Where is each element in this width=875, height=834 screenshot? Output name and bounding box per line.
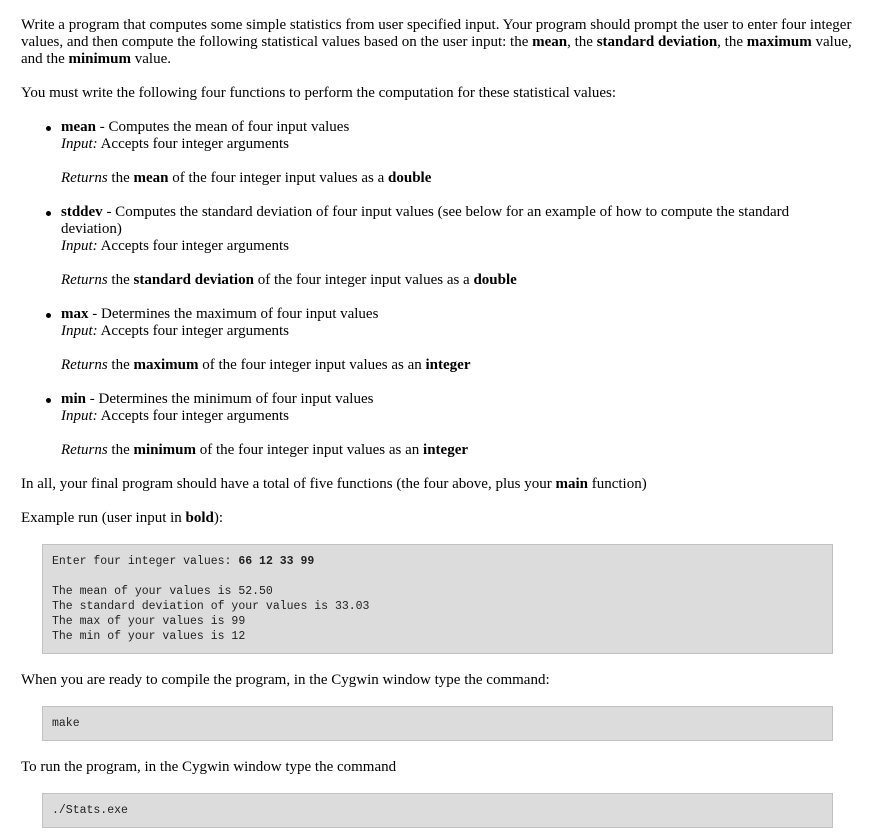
functions-lead: You must write the following four functions to perform the computation for these statistical values: xyxy=(21,85,617,101)
output-line-max: The max of your values is 99 xyxy=(52,615,246,628)
compile-instructions: When you are ready to compile the program, in the Cygwin window type the command: xyxy=(21,672,550,688)
output-line-min: The min of your values is 12 xyxy=(52,630,246,643)
run-instructions: To run the program, in the Cygwin window type the command xyxy=(21,759,397,775)
function-list xyxy=(21,119,853,459)
list-item-mean: mean - Computes the mean of four input values Input: Accepts four integer arguments Returns the mean of the four integer input values as a double xyxy=(61,119,853,187)
summary-paragraph: In all, your final program should have a total of five functions (the four above, plus your main function) xyxy=(21,476,647,492)
list-item-max: max - Determines the maximum of four input values Input: Accepts four integer arguments Returns the maximum of the four integer input values as an integer xyxy=(61,306,853,374)
example-run-label: Example run (user input in bold): xyxy=(21,510,224,526)
prompt-line: Enter four integer values: xyxy=(52,555,239,568)
compile-command: make xyxy=(52,717,80,730)
intro-paragraph: Write a program that computes some simple statistics from user specified input. Your program should prompt the user to enter four integer values, and then compute the following statistical values based on the user input: the mean, the standard deviation, the maximum value, and the minimum value. xyxy=(21,17,852,67)
user-input: 66 12 33 99 xyxy=(238,555,315,568)
run-command-block xyxy=(42,793,833,828)
list-item-stddev: stddev - Computes the standard deviation of four input values (see below for an example of how to compute the standard deviation) Input: Accepts four integer arguments Returns the standard deviation of the four integer input values as a double xyxy=(61,204,853,289)
output-line-mean: The mean of your values is 52.50 xyxy=(52,585,273,598)
compile-command-block xyxy=(42,706,833,741)
example-run-code-block xyxy=(42,544,833,654)
output-line-stddev: The standard deviation of your values is 33.03 xyxy=(52,600,370,613)
run-command: ./Stats.exe xyxy=(52,804,128,817)
list-item-min: min - Determines the minimum of four input values Input: Accepts four integer arguments Returns the minimum of the four integer input values as an integer xyxy=(61,391,853,459)
